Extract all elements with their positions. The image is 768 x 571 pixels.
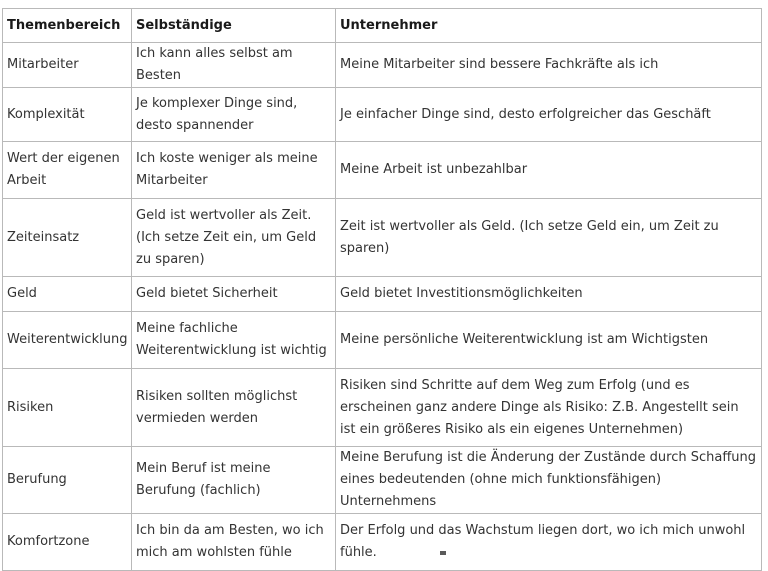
cell-unternehmer: Risiken sind Schritte auf dem Weg zum Erfolg (und es erscheinen ganz andere Dinge als Risiko: Z.B. Angestellt sein ist ein größeres Risiko als ein eigenes Unternehmen) (336, 369, 762, 447)
table-row (3, 447, 762, 514)
cell-selbststaendige: Meine fachliche Weiterentwicklung ist wichtig (132, 312, 336, 369)
cell-unternehmer: Meine persönliche Weiterentwicklung ist am Wichtigsten (336, 312, 762, 369)
table-row (3, 199, 762, 277)
cell-topic: Zeiteinsatz (3, 199, 132, 277)
table-row (3, 514, 762, 571)
cell-topic: Komfortzone (3, 514, 132, 571)
cell-unternehmer: Meine Mitarbeiter sind bessere Fachkräfte als ich (336, 43, 762, 88)
cell-unternehmer: Zeit ist wertvoller als Geld. (Ich setze Geld ein, um Zeit zu sparen) (336, 199, 762, 277)
cell-unternehmer: Meine Berufung ist die Änderung der Zustände durch Schaffung eines bedeutenden (ohne mich funktionsfähigen) Unternehmens (336, 447, 762, 514)
cell-unternehmer: Der Erfolg und das Wachstum liegen dort, wo ich mich unwohl fühle. (336, 514, 762, 571)
cell-topic: Mitarbeiter (3, 43, 132, 88)
column-header-unternehmer: Unternehmer (336, 9, 762, 43)
cell-selbststaendige: Je komplexer Dinge sind, desto spannender (132, 88, 336, 142)
cell-topic: Geld (3, 277, 132, 312)
cell-topic: Berufung (3, 447, 132, 514)
cell-selbststaendige: Ich koste weniger als meine Mitarbeiter (132, 142, 336, 199)
table-row (3, 369, 762, 447)
cell-selbststaendige: Mein Beruf ist meine Berufung (fachlich) (132, 447, 336, 514)
cell-selbststaendige: Geld ist wertvoller als Zeit. (Ich setze Zeit ein, um Geld zu sparen) (132, 199, 336, 277)
table-row (3, 88, 762, 142)
cell-selbststaendige: Geld bietet Sicherheit (132, 277, 336, 312)
column-header-selbststaendige: Selbständige (132, 9, 336, 43)
cell-topic: Weiterentwicklung (3, 312, 132, 369)
table-row (3, 43, 762, 88)
table-row (3, 277, 762, 312)
cell-unternehmer: Je einfacher Dinge sind, desto erfolgreicher das Geschäft (336, 88, 762, 142)
cell-selbststaendige: Ich bin da am Besten, wo ich mich am wohlsten fühle (132, 514, 336, 571)
cell-unternehmer: Meine Arbeit ist unbezahlbar (336, 142, 762, 199)
cell-topic: Komplexität (3, 88, 132, 142)
cell-unternehmer: Geld bietet Investitionsmöglichkeiten (336, 277, 762, 312)
column-header-themenbereich: Themenbereich (3, 9, 132, 43)
cut-off-text-fragment (440, 551, 446, 555)
cell-selbststaendige: Ich kann alles selbst am Besten (132, 43, 336, 88)
table-row (3, 312, 762, 369)
table-header-row (3, 9, 762, 43)
table-row (3, 142, 762, 199)
cell-selbststaendige: Risiken sollten möglichst vermieden werden (132, 369, 336, 447)
cell-topic: Risiken (3, 369, 132, 447)
comparison-table (2, 8, 762, 571)
cell-topic: Wert der eigenen Arbeit (3, 142, 132, 199)
